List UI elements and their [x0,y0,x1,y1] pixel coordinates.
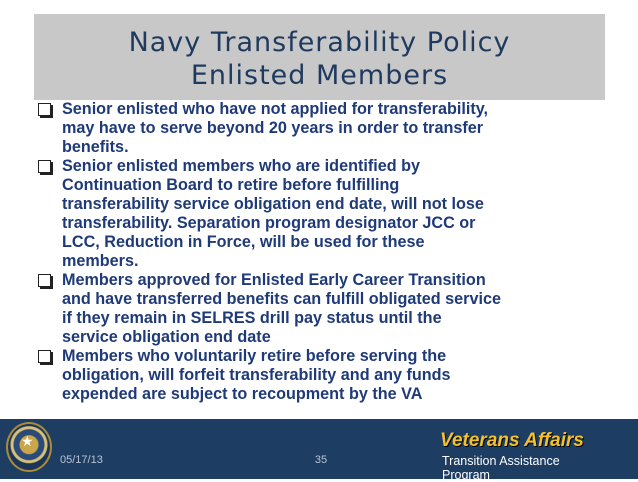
bullet-line: benefits. [62,138,129,156]
bullet-line: obligation, will forfeit transferability and any funds [62,366,451,384]
bullet-line: transferability service obligation end date, will not lose [62,195,484,213]
bullet-item [36,100,606,157]
bullet-line: Members who voluntarily retire before serving the [62,347,447,365]
bullet-line: Continuation Board to retire before fulfilling [62,176,400,194]
footer-date: 05/17/13 [60,454,103,466]
slide-title [34,26,605,92]
bullet-line: Members approved for Enlisted Early Career Transition [62,271,486,289]
va-logo [440,430,600,482]
va-brand-subtitle: Transition Assistance Program [442,454,560,482]
bullet-line: service obligation end date [62,328,271,346]
bullet-line: Senior enlisted members who are identified by [62,157,421,175]
checkbox-bullet-icon [38,350,51,363]
star-icon: ★ [21,434,34,450]
checkbox-bullet-icon [38,103,51,116]
bullet-item [36,347,606,404]
bullet-line: members. [62,252,139,270]
va-brand-title: Veterans Affairs [440,430,584,451]
title-line-2: Enlisted Members [190,60,449,91]
bullet-line: and have transferred benefits can fulfill obligated service [62,290,501,308]
bullet-line: Senior enlisted who have not applied for transferability, [62,100,489,118]
page-number: 35 [314,454,328,466]
bullet-line: expended are subject to recoupment by the VA [62,385,423,403]
checkbox-bullet-icon [38,160,51,173]
title-line-1: Navy Transferability Policy [128,27,511,58]
bullet-line: LCC, Reduction in Force, will be used for these [62,233,425,251]
checkbox-bullet-icon [38,274,51,287]
bullet-item [36,271,606,347]
bullet-line: if they remain in SELRES drill pay status until the [62,309,442,327]
bullet-line: may have to serve beyond 20 years in order to transfer [62,119,484,137]
bullet-item [36,157,606,271]
bullet-list [36,100,606,404]
bullet-line: transferability. Separation program designator JCC or [62,214,476,232]
